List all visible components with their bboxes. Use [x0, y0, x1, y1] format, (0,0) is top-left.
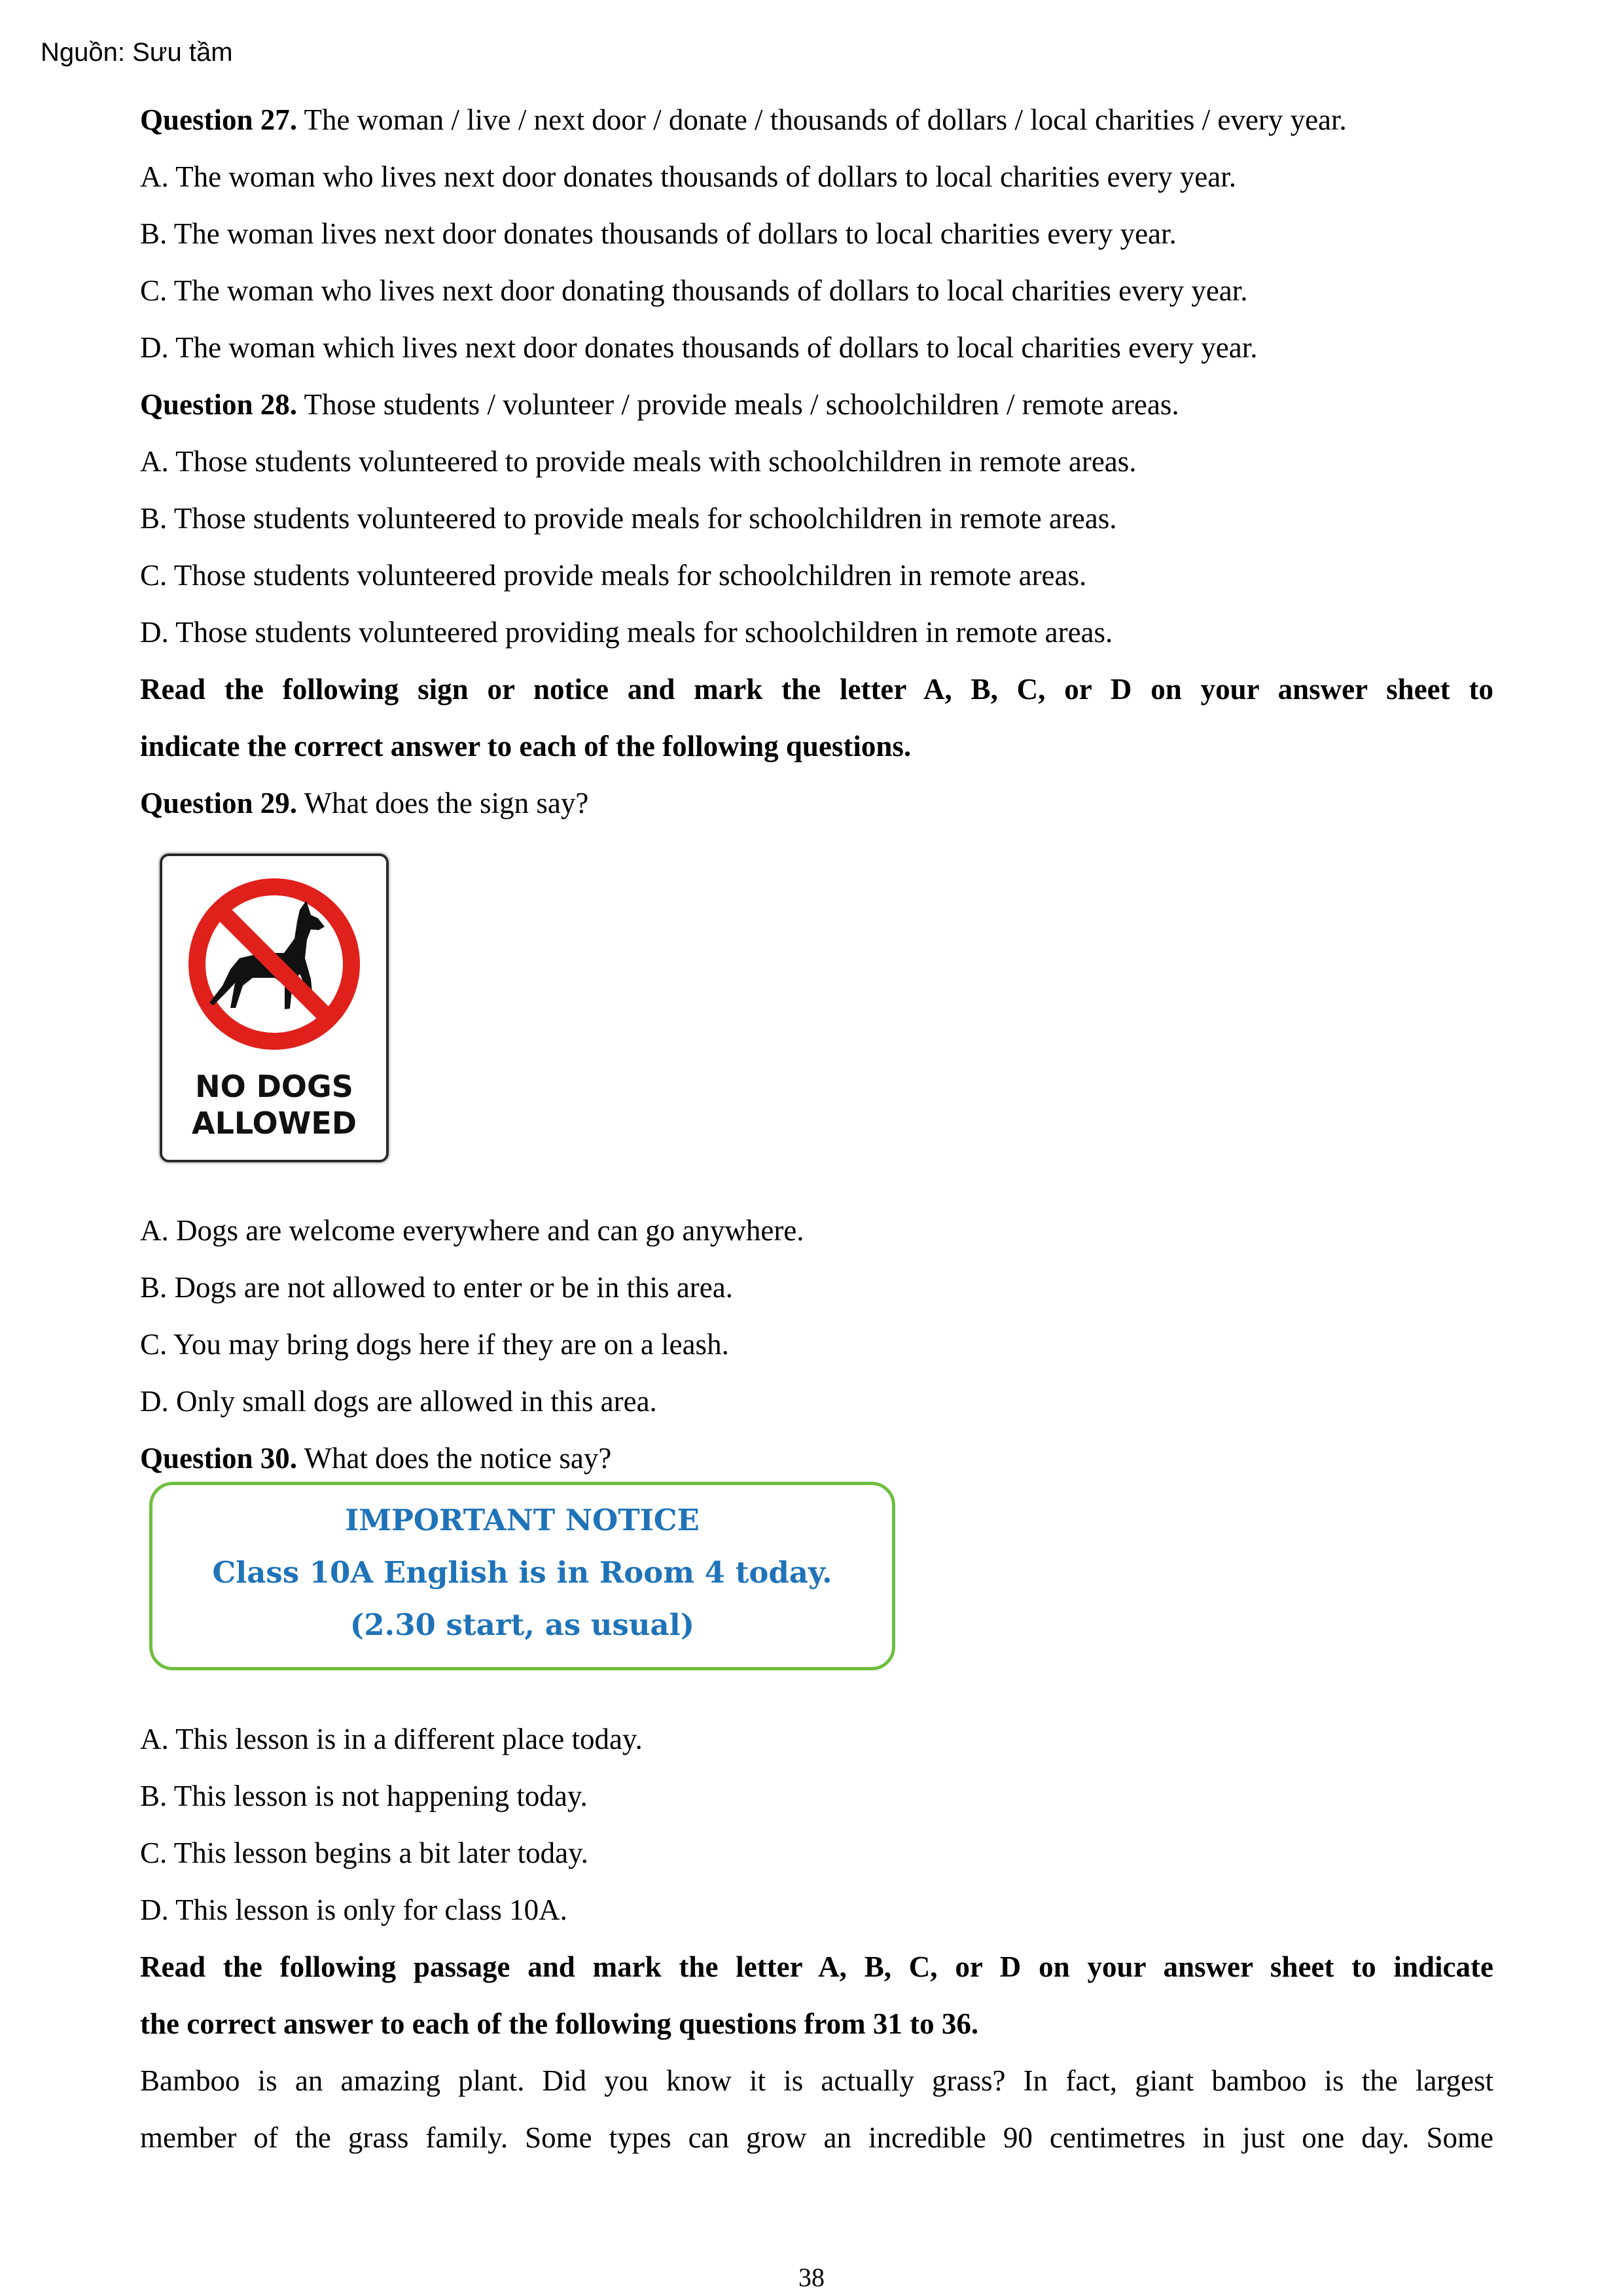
question-label: Question 30. — [140, 1442, 298, 1475]
no-dogs-icon — [185, 874, 364, 1054]
question-30 — [140, 1430, 1493, 1487]
source-label: Nguồn: Sưu tầm — [41, 38, 233, 67]
option-c[interactable]: C. Those students volunteered provide meals for schoolchildren in remote areas. — [140, 559, 1087, 592]
option-d[interactable]: D. The woman which lives next door donates thousands of dollars to local charities every year. — [140, 331, 1258, 364]
notice-line2: (2.30 start, as usual) — [349, 1607, 695, 1642]
notice-line1: Class 10A English is in Room 4 today. — [212, 1555, 832, 1590]
question-prompt: What does the notice say? — [297, 1442, 612, 1475]
option-a[interactable]: A. Dogs are welcome everywhere and can go anywhere. — [140, 1214, 804, 1247]
option-c[interactable]: C. You may bring dogs here if they are on a leash. — [140, 1328, 729, 1361]
passage-line: member of the grass family. Some types can grow an incredible 90 centimetres in just one day. Some — [140, 2121, 1493, 2154]
important-notice — [149, 1482, 895, 1670]
question-prompt: What does the sign say? — [297, 787, 589, 819]
question-label: Question 27. — [140, 103, 298, 136]
question-label: Question 29. — [140, 787, 298, 819]
option-a[interactable]: A. Those students volunteered to provide meals with schoolchildren in remote areas. — [140, 445, 1137, 478]
option-a[interactable]: A. This lesson is in a different place today. — [140, 1723, 643, 1755]
sign-text-line2: ALLOWED — [191, 1105, 357, 1141]
question-28 — [140, 376, 1493, 433]
section-instruction: Read the following passage and mark the letter A, B, C, or D on your answer sheet to indicate — [140, 1950, 1493, 1983]
option-c[interactable]: C. The woman who lives next door donating thousands of dollars to local charities every year. — [140, 274, 1248, 307]
question-27 — [140, 92, 1493, 149]
question-prompt: Those students / volunteer / provide meals / schoolchildren / remote areas. — [297, 388, 1179, 421]
option-d[interactable]: D. Only small dogs are allowed in this area. — [140, 1385, 657, 1418]
option-a[interactable]: A. The woman who lives next door donates thousands of dollars to local charities every year. — [140, 160, 1236, 193]
sign-text-line1: NO DOGS — [195, 1069, 353, 1104]
question-29 — [140, 775, 1493, 832]
question-label: Question 28. — [140, 388, 298, 421]
section-instruction: Read the following sign or notice and mark the letter A, B, C, or D on your answer sheet to — [140, 673, 1493, 706]
no-dogs-sign — [160, 853, 389, 1162]
section-instruction: indicate the correct answer to each of the following questions. — [140, 730, 912, 762]
page-number: 38 — [798, 2263, 825, 2292]
section-instruction: the correct answer to each of the following questions from 31 to 36. — [140, 2007, 979, 2040]
option-b[interactable]: B. The woman lives next door donates thousands of dollars to local charities every year. — [140, 217, 1177, 250]
passage-line: Bamboo is an amazing plant. Did you know it is actually grass? In fact, giant bamboo is the largest — [140, 2064, 1493, 2097]
option-b[interactable]: B. This lesson is not happening today. — [140, 1780, 588, 1812]
option-d[interactable]: D. This lesson is only for class 10A. — [140, 1893, 567, 1926]
option-b[interactable]: B. Those students volunteered to provide meals for schoolchildren in remote areas. — [140, 502, 1117, 535]
option-b[interactable]: B. Dogs are not allowed to enter or be in this area. — [140, 1271, 733, 1304]
option-d[interactable]: D. Those students volunteered providing meals for schoolchildren in remote areas. — [140, 616, 1113, 649]
question-prompt: The woman / live / next door / donate / thousands of dollars / local charities / every year. — [297, 103, 1347, 136]
option-c[interactable]: C. This lesson begins a bit later today. — [140, 1837, 588, 1869]
notice-title: IMPORTANT NOTICE — [345, 1503, 700, 1537]
